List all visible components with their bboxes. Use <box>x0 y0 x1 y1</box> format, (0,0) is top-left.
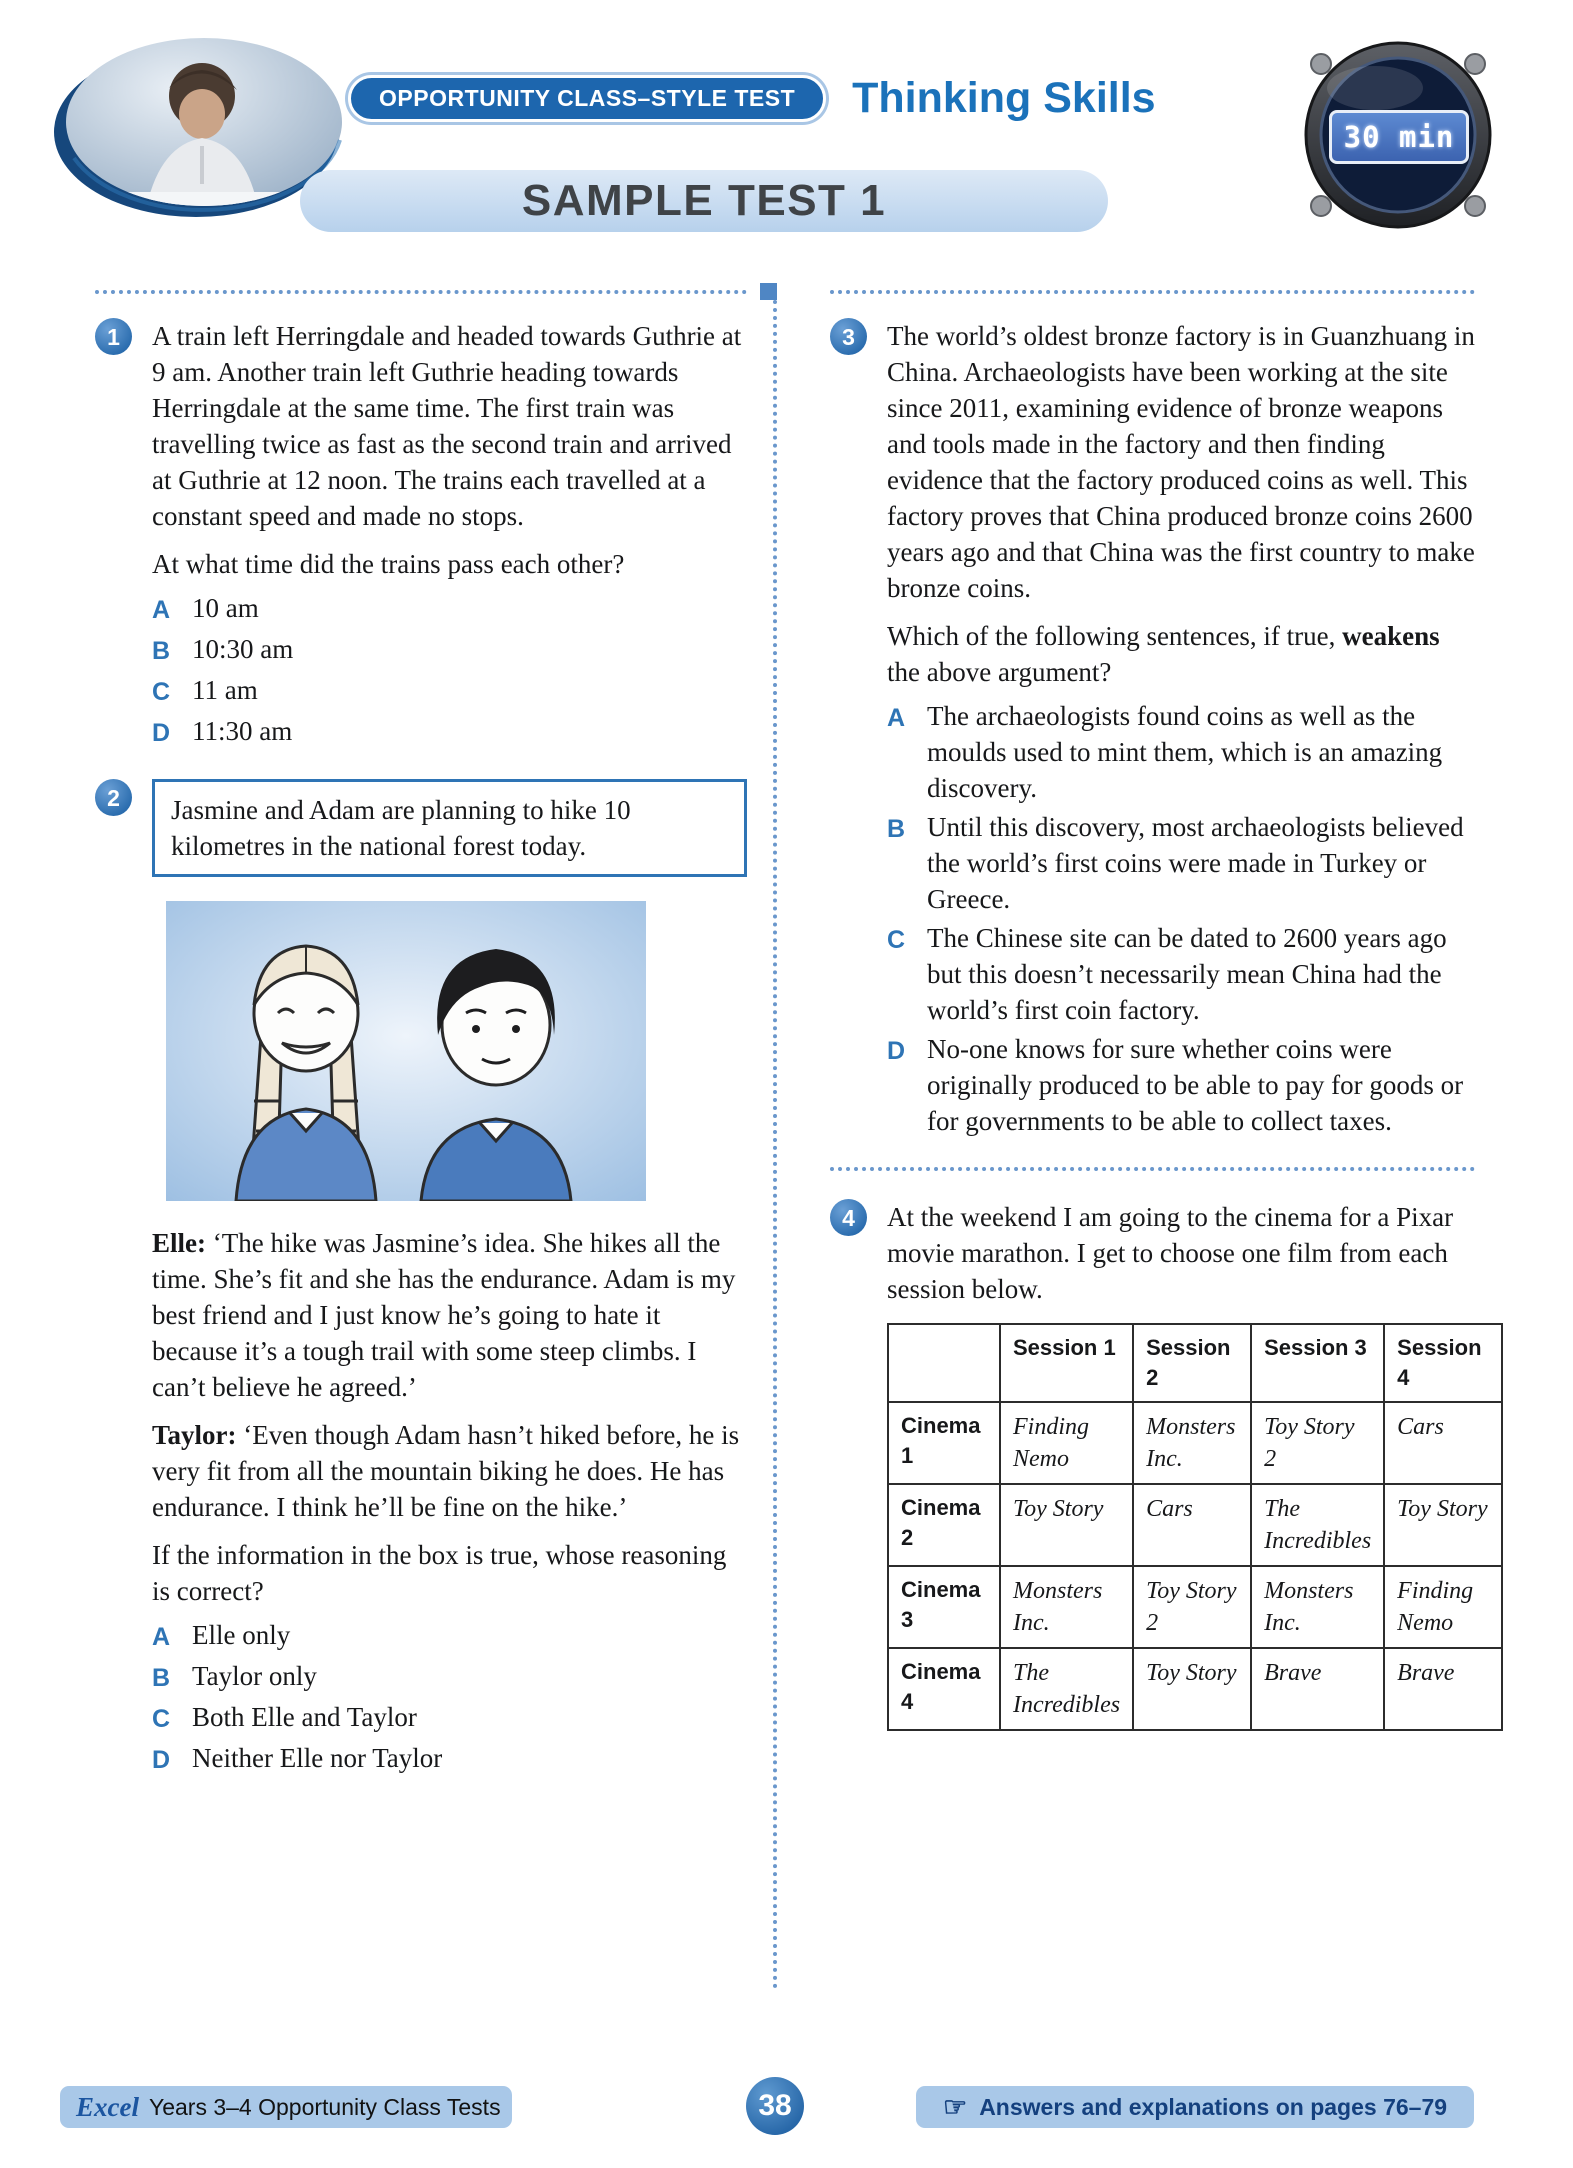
row-header: Cinema 3 <box>888 1566 1000 1648</box>
option-letter: D <box>887 1037 906 1065</box>
sample-test-band <box>300 170 1108 232</box>
option-c <box>152 1699 747 1737</box>
option-a <box>152 1617 747 1655</box>
option-text: 10:30 am <box>192 634 294 664</box>
subject-title: Thinking Skills <box>852 74 1156 122</box>
answers-note: Answers and explanations on pages 76–79 <box>979 2093 1448 2120</box>
table-header-row <box>888 1324 1502 1402</box>
film-cell: Finding Nemo <box>1000 1402 1133 1484</box>
option-b <box>887 809 1475 917</box>
timer-value: 30 min <box>1343 120 1455 154</box>
option-letter: D <box>152 1746 171 1774</box>
question-2 <box>95 779 747 1778</box>
option-text: 11 am <box>192 675 258 705</box>
option-letter: C <box>887 926 906 954</box>
question-1 <box>95 318 747 751</box>
option-text: 11:30 am <box>192 716 293 746</box>
hikers-illustration <box>166 901 646 1201</box>
film-cell: Brave <box>1251 1648 1384 1730</box>
test-type-label: OPPORTUNITY CLASS–STYLE TEST <box>379 85 796 111</box>
column-header: Session 2 <box>1133 1324 1251 1402</box>
pointing-hand-icon: ☞ <box>942 2091 968 2122</box>
speaker-name: Elle: <box>152 1228 206 1258</box>
film-cell: Finding Nemo <box>1384 1566 1502 1648</box>
left-column <box>95 318 747 1806</box>
option-text: Taylor only <box>192 1661 317 1691</box>
test-type-pill <box>348 75 826 122</box>
table-row <box>888 1566 1502 1648</box>
question-1-options <box>152 590 747 751</box>
option-text: 10 am <box>192 593 259 623</box>
right-column <box>830 318 1488 1759</box>
question-3 <box>830 318 1475 1139</box>
question-4-number-badge: 4 <box>830 1199 867 1236</box>
film-cell: Monsters Inc. <box>1251 1566 1384 1648</box>
prompt-text: Which of the following sentences, if true, <box>887 621 1343 651</box>
cinema-sessions-table <box>887 1323 1503 1731</box>
option-d <box>887 1031 1475 1139</box>
option-text: The Chinese site can be dated to 2600 years ago but this doesn’t necessarily mean China had the world’s first coin factory. <box>927 923 1447 1025</box>
question-2-number-badge: 2 <box>95 779 132 816</box>
question-4 <box>830 1199 1488 1731</box>
question-1-prompt: At what time did the trains pass each other? <box>152 549 625 579</box>
option-text: No-one knows for sure whether coins were originally produced to be able to pay for goods or for governments to be able to collect taxes. <box>927 1034 1464 1136</box>
option-letter: B <box>152 1664 171 1692</box>
film-cell: Cars <box>1384 1402 1502 1484</box>
option-letter: C <box>152 1705 171 1733</box>
header-kicker-row <box>348 74 1156 123</box>
film-cell: Toy Story 2 <box>1251 1402 1384 1484</box>
option-text: Neither Elle nor Taylor <box>192 1743 443 1773</box>
speaker-elle <box>152 1225 747 1405</box>
option-text: The archaeologists found coins as well as the moulds used to mint them, which is an amazing discovery. <box>927 701 1443 803</box>
film-cell: The Incredibles <box>1000 1648 1133 1730</box>
film-cell: Toy Story <box>1133 1648 1251 1730</box>
option-letter: A <box>152 1623 171 1651</box>
option-d <box>152 713 747 751</box>
row-header: Cinema 1 <box>888 1402 1000 1484</box>
film-cell: Monsters Inc. <box>1000 1566 1133 1648</box>
series-title: Years 3–4 Opportunity Class Tests <box>148 2093 501 2120</box>
option-c <box>152 672 747 710</box>
column-divider-vertical <box>773 292 777 1990</box>
footer-answers-bar <box>916 2086 1474 2128</box>
table-row <box>888 1484 1502 1566</box>
question-3-options <box>887 698 1475 1139</box>
page-title: SAMPLE TEST 1 <box>521 176 887 225</box>
film-cell: Toy Story 2 <box>1133 1566 1251 1648</box>
option-a <box>887 698 1475 806</box>
column-divider-left <box>95 290 747 294</box>
film-cell: Toy Story <box>1384 1484 1502 1566</box>
column-divider-right <box>830 290 1475 294</box>
column-header: Session 4 <box>1384 1324 1502 1402</box>
column-header: Session 1 <box>1000 1324 1133 1402</box>
film-cell: Brave <box>1384 1648 1502 1730</box>
option-text: Until this discovery, most archaeologists believed the world’s first coins were made in Turkey or Greece. <box>927 812 1464 914</box>
row-header: Cinema 4 <box>888 1648 1000 1730</box>
stimulus-text: Jasmine and Adam are planning to hike 10 kilometres in the national forest today. <box>171 795 631 861</box>
option-a <box>152 590 747 628</box>
option-letter: B <box>152 637 171 665</box>
speaker-text: ‘The hike was Jasmine’s idea. She hikes all the time. She’s fit and she has the endurance. Adam is my best friend and I just know he’s going to hate it because it’s a tough trail with some steep climbs. I can’t believe he agreed.’ <box>152 1228 736 1402</box>
option-letter: C <box>152 678 171 706</box>
film-cell: The Incredibles <box>1251 1484 1384 1566</box>
option-d <box>152 1740 747 1778</box>
option-text: Both Elle and Taylor <box>192 1702 417 1732</box>
question-3-number-badge: 3 <box>830 318 867 355</box>
option-letter: B <box>887 815 906 843</box>
timer-display <box>1329 110 1469 164</box>
option-b <box>152 631 747 669</box>
option-b <box>152 1658 747 1696</box>
question-divider <box>830 1167 1475 1171</box>
question-3-prompt <box>887 618 1475 690</box>
speaker-text: ‘Even though Adam hasn’t hiked before, he is very fit from all the mountain biking he does. He has endurance. I think he’ll be fine on the hike.’ <box>152 1420 740 1522</box>
row-header: Cinema 2 <box>888 1484 1000 1566</box>
option-letter: A <box>887 704 906 732</box>
film-cell: Monsters Inc. <box>1133 1402 1251 1484</box>
film-cell: Cars <box>1133 1484 1251 1566</box>
question-4-body: At the weekend I am going to the cinema for a Pixar movie marathon. I get to choose one film from each session below. <box>887 1202 1454 1304</box>
table-row <box>888 1648 1502 1730</box>
brand-logo: Excel <box>76 2091 139 2122</box>
speaker-name: Taylor: <box>152 1420 237 1450</box>
question-1-number-badge: 1 <box>95 318 132 355</box>
question-2-stimulus-box <box>152 779 747 877</box>
question-2-options <box>152 1617 747 1778</box>
timer-stopwatch-icon <box>1283 28 1513 242</box>
option-letter: A <box>152 596 171 624</box>
column-header: Session 3 <box>1251 1324 1384 1402</box>
page-number-badge: 38 <box>746 2077 804 2135</box>
prompt-bold-word: weakens <box>1342 621 1440 651</box>
prompt-text: the above argument? <box>887 657 1112 687</box>
option-c <box>887 920 1475 1028</box>
question-1-body: A train left Herringdale and headed towards Guthrie at 9 am. Another train left Guthrie heading towards Herringdale at the same time. The first train was travelling twice as fast as the second train and arrived at Guthrie at 12 noon. The trains each travelled at a constant speed and made no stops. <box>152 321 742 531</box>
option-text: Elle only <box>192 1620 291 1650</box>
table-corner-cell <box>888 1324 1000 1402</box>
footer-series-bar <box>60 2086 512 2128</box>
film-cell: Toy Story <box>1000 1484 1133 1566</box>
question-3-body: The world’s oldest bronze factory is in Guanzhuang in China. Archaeologists have been working at the site since 2011, examining evidence of bronze weapons and tools made in the factory and then finding evidence that the factory produced coins as well. This factory proves that China produced bronze coins 2600 years ago and that China was the first country to make bronze coins. <box>887 321 1475 603</box>
question-2-prompt: If the information in the box is true, whose reasoning is correct? <box>152 1540 727 1606</box>
option-letter: D <box>152 719 171 747</box>
speaker-taylor <box>152 1417 747 1525</box>
divider-cap-square <box>760 283 777 300</box>
table-row <box>888 1402 1502 1484</box>
